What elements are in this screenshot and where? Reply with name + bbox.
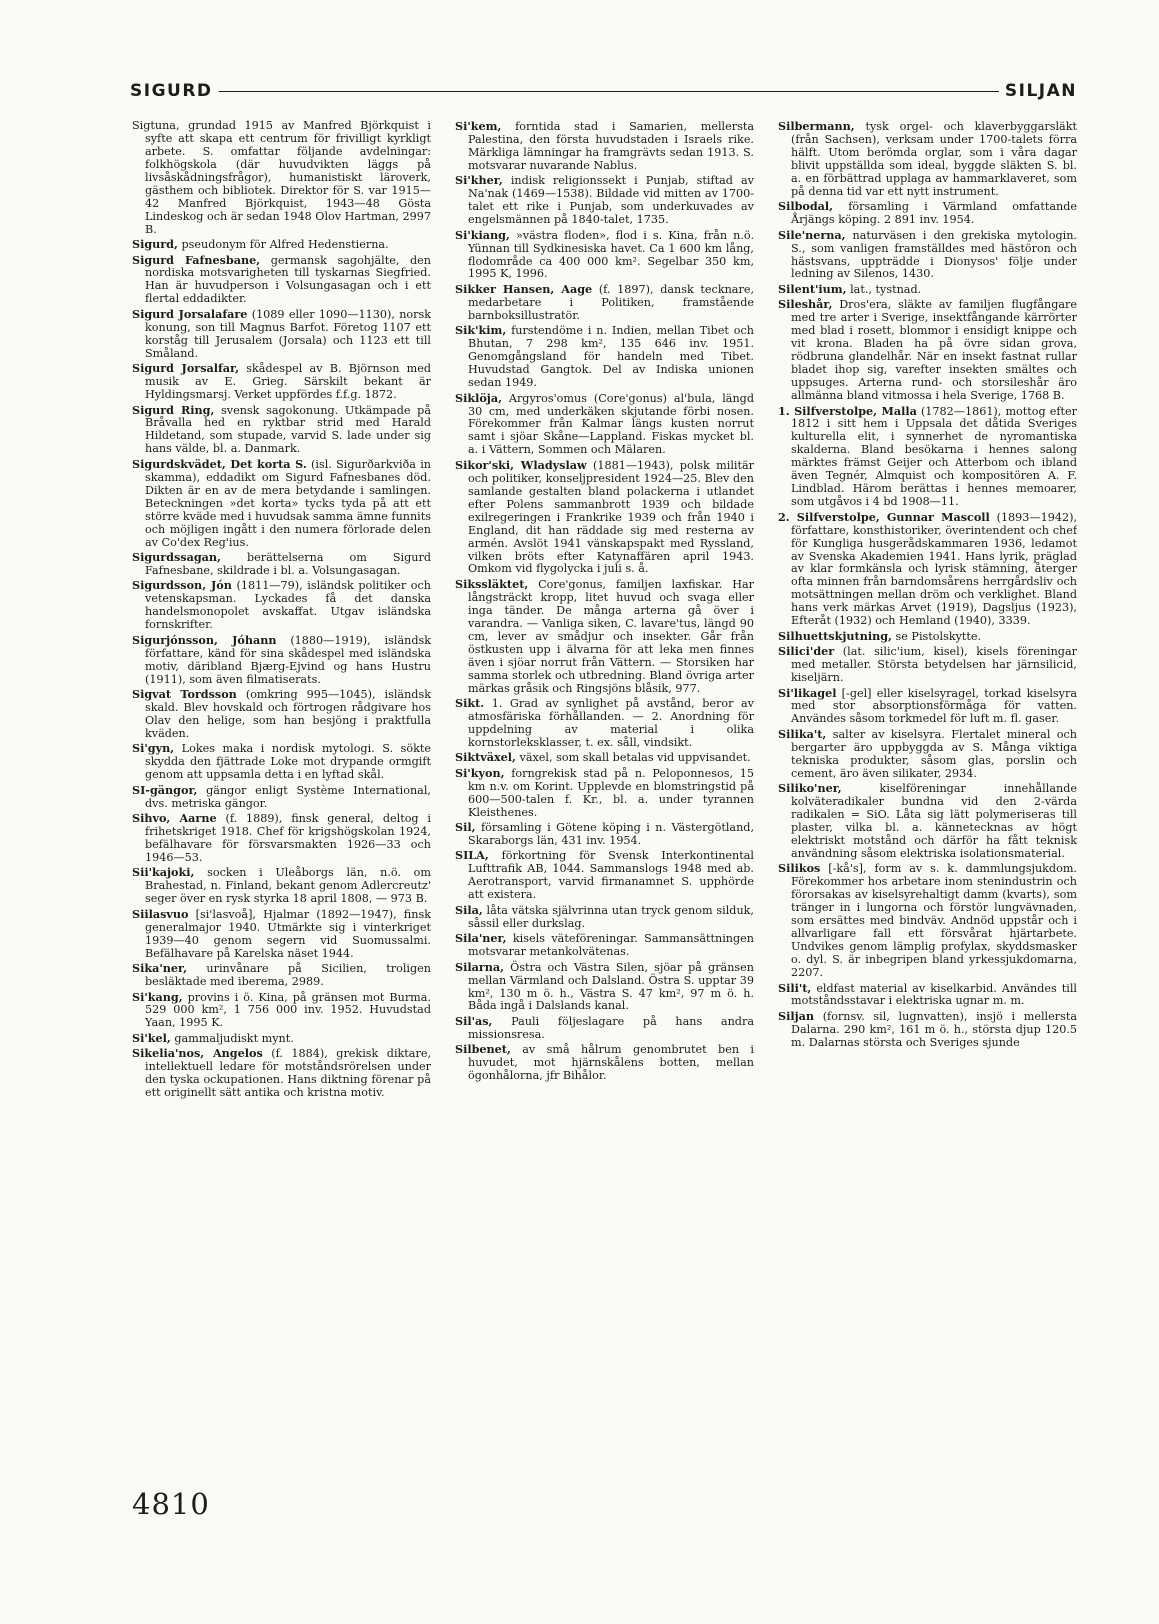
column-3 xyxy=(778,120,1077,1465)
dictionary-entry xyxy=(455,932,754,959)
entry-text: (f. 1889), finsk general, deltog i frihetskriget 1918. Chef för krigshögskolan 1924, befälhavare för försvarsmakten 1926—33 och 1946—53. xyxy=(145,812,431,864)
dictionary-entry xyxy=(455,120,754,173)
entry-text: (1880—1919), isländsk författare, känd för sina skådespel med isländska motiv, däribland Bjærg-Ejvind og hans Hustru (1911), som även filmatiserats. xyxy=(145,633,431,686)
entry-headword: SI-gängor, xyxy=(132,782,198,797)
entry-headword: Sila, xyxy=(455,902,483,917)
dictionary-entry xyxy=(132,458,431,550)
entry-headword: Sigurdssagan, xyxy=(132,550,221,564)
dictionary-entry xyxy=(132,579,431,632)
entry-headword: Silbermann, xyxy=(778,120,855,133)
guide-word-left: SIGURD xyxy=(130,81,213,101)
entry-headword: Sil, xyxy=(455,820,476,835)
dictionary-entry xyxy=(132,362,431,402)
entry-headword: Si'kyon, xyxy=(455,765,505,780)
dictionary-entry xyxy=(778,982,1077,1009)
dictionary-entry xyxy=(778,1010,1077,1050)
entry-headword: Sigurd Ring, xyxy=(132,402,215,417)
dictionary-entry xyxy=(132,254,431,307)
entry-headword: Sigurd Jorsalfar, xyxy=(132,361,240,376)
dictionary-entry xyxy=(132,1047,431,1100)
entry-headword: Sika'ner, xyxy=(132,961,187,976)
entry-text: (omkring 995—1045), isländsk skald. Blev hovskald och förtrogen rådgivare hos Olav den helige, som han besjöng i praktfulla kväden. xyxy=(145,688,431,740)
entry-text: berättelserna om Sigurd Fafnesbane, skildrade i bl. a. Volsungasagan. xyxy=(145,551,431,577)
dictionary-entry xyxy=(455,392,754,458)
entry-headword: SILA, xyxy=(455,848,489,863)
entry-headword: 1. Silfverstolpe, Malla xyxy=(778,403,917,418)
entry-text: tysk orgel- och klaverbyggarsläkt (från Sachsen), verksam under 1700-talets förra hälft. Utom berömda orglar, som i våra dagar blivit uppställda som ideal, byggde släkten S. bl. a. en förbättrad upplaga av hammarklaveret, som på denna tid var ett nytt instrument. xyxy=(791,120,1077,198)
dictionary-entry xyxy=(132,908,431,961)
entry-text: Pauli följeslagare på hans andra missionsresa. xyxy=(468,1014,754,1041)
page-number: 4810 xyxy=(132,1487,210,1521)
dictionary-entry xyxy=(132,634,431,687)
dictionary-entry xyxy=(455,821,754,848)
entry-text: lat., tystnad. xyxy=(850,282,922,296)
entry-headword: Si'kem, xyxy=(455,120,502,133)
dictionary-entry xyxy=(778,728,1077,781)
column-1 xyxy=(132,120,431,1465)
dictionary-entry xyxy=(778,645,1077,685)
entry-headword: Si'likagel xyxy=(778,685,837,700)
entry-headword: Silici'der xyxy=(778,644,835,659)
entry-text: provins i ö. Kina, på gränsen mot Burma. 529 000 km², 1 756 000 inv. 1952. Huvudstad Yaan, 1995 K. xyxy=(145,990,431,1030)
dictionary-entry xyxy=(455,324,754,390)
entry-text: forntida stad i Samarien, mellersta Palestina, den första huvudstaden i Israels rike. Märkliga lämningar ha framgrävts sedan 1913. S. motsvarar nuvarande Nablus. xyxy=(468,120,754,172)
entry-headword: Siilasvuo xyxy=(132,906,189,921)
dictionary-entry xyxy=(132,308,431,361)
entry-headword: Silikos xyxy=(778,861,821,876)
entry-text: skådespel av B. Björnson med musik av E. Grieg. Särskilt bekant är Hyldingsmarsj. Verket uppfördes f.f.g. 1872. xyxy=(145,362,431,402)
entry-text: svensk sagokonung. Utkämpade på Bråvalla hed en ryktbar strid med Harald Hildetand, som stupade, varvid S. lade under sig hans välde, bl. a. Danmark. xyxy=(145,403,431,456)
dictionary-entry xyxy=(778,630,1077,644)
entry-text: (1089 eller 1090—1130), norsk konung, son till Magnus Barfot. Företog 1107 ett korståg till Jerusalem (Jorsala) och 1123 ett till Småland. xyxy=(145,307,431,360)
entry-text: (f. 1897), dansk tecknare, medarbetare i Politiken, framstående barnboksillustratör. xyxy=(468,282,754,322)
dictionary-entry xyxy=(132,991,431,1031)
entry-headword: Sigurd, xyxy=(132,237,178,252)
entry-text: låta vätska självrinna utan tryck genom silduk, såssil eller durkslag. xyxy=(468,903,754,930)
dictionary-entry xyxy=(132,812,431,865)
dictionary-entry xyxy=(455,174,754,227)
dictionary-entry xyxy=(455,459,754,577)
dictionary-entry xyxy=(455,904,754,931)
entry-text: socken i Uleåborgs län, n.ö. om Brahestad, n. Finland, bekant genom Adlercreutz' seger över en rysk styrka 18 april 1808, — 973 B. xyxy=(145,866,431,906)
entry-text: (1811—79), isländsk politiker och vetenskapsman. Lyckades få det danska handelsmonopolet avskaffat. Utgav isländska fornskrifter. xyxy=(145,579,431,632)
entry-text: [-kå's], form av s. k. dammlungsjukdom. Förekommer hos arbetare inom stenindustrin och förorsakas av kiselsyrehaltigt damm (kvarts), som tränger in i lungorna och förstör lungvävnaden, som ersättes med bindväv. Andnöd uppstår och i allvarligare fall ett försvårat hjärtarbete. Undvikes genom lämplig profylax, skyddsmasker o. dyl. S. är inbegripen bland yrkessjukdomarna, 2207. xyxy=(791,862,1077,980)
entry-text: av små hålrum genombrutet ben i huvudet, mot hjärnskålens botten, mellan ögonhålorna, jfr Bihålor. xyxy=(468,1043,754,1083)
entry-text: »västra floden», flod i s. Kina, från n.ö. Yünnan till Sydkinesiska havet. Ca 1 600 km lång, flodområde ca 400 000 km². Segelbar 350 km, 1995 K, 1996. xyxy=(468,228,754,281)
entry-headword: Sikelia'nos, Angelos xyxy=(132,1046,263,1061)
entry-text: [-gel] eller kiselsyragel, torkad kiselsyra med stor absorptionsförmåga för vatten. Användes såsom torkmedel för luft m. fl. gaser. xyxy=(791,686,1077,726)
dictionary-entry xyxy=(778,782,1077,861)
entry-text: församling i Värmland omfattande Årjängs köping. 2 891 inv. 1954. xyxy=(791,200,1077,227)
entry-text: växel, som skall betalas vid uppvisandet. xyxy=(519,751,751,765)
header-rule xyxy=(219,91,999,92)
dictionary-entry xyxy=(132,784,431,811)
entry-text: 1. Grad av synlighet på avstånd, beror av atmosfäriska förhållanden. — 2. Anordning för uppdelning av material i olika kornstorleksklasser, t. ex. såll, vindsikt. xyxy=(468,696,754,749)
entry-headword: Sigurdsson, Jón xyxy=(132,578,232,593)
dictionary-entry xyxy=(455,1043,754,1083)
entry-headword: Sigurd Fafnesbane, xyxy=(132,252,261,267)
entry-text: Dros'era, släkte av familjen flugfångare med tre arter i Sverige, insektfångande kärrörter med blad i rosett, blommor i ensidigt knippe och vit krona. Bladen ha på övre sidan grova, rödbruna glandelhår. När en insekt fastnat rullar bladet ihop sig, varefter insekten smältes och uppsuges. Arterna rund- och storsileshår äro allmänna bland vitmossa i hela Sverige, 1768 B. xyxy=(791,298,1077,403)
entry-text: (1881—1943), polsk militär och politiker, konseljpresident 1924—25. Blev den samlande gestalten bland polackerna i utlandet efter Polens sammanbrott 1939 och bildade exilregeringen i Frankrike 1939 och från 1940 i England, dit han räddade sig med resterna av armén. Avslöt 1941 vänskapspakt med Ryssland, vilken bröts efter Katynaffären april 1943. Omkom vid flygolycka i juli s. å. xyxy=(468,458,754,576)
dictionary-entry xyxy=(778,687,1077,727)
entry-headword: Sik'kim, xyxy=(455,323,507,338)
entry-text: naturväsen i den grekiska mytologin. S., som vanligen framställdes med hästöron och hästsvans, uppträdde i Dionysos' följe under ledning av Silenos, 1430. xyxy=(791,228,1077,281)
entry-headword: Sii'kajoki, xyxy=(132,865,195,880)
entry-headword: 2. Silfverstolpe, Gunnar Mascoll xyxy=(778,509,990,524)
dictionary-entry xyxy=(132,688,431,741)
entry-text: kisels väteföreningar. Sammansättningen motsvarar metankolvätenas. xyxy=(468,932,754,959)
entry-headword: Sileshår, xyxy=(778,297,833,312)
dictionary-entry xyxy=(132,120,431,237)
entry-headword: Silent'ium, xyxy=(778,281,847,296)
dictionary-entry xyxy=(455,283,754,323)
entry-text: salter av kiselsyra. Flertalet mineral och bergarter äro uppbyggda av S. Många viktiga tekniska produkter, såsom glas, porslin och cement, äro även silikater, 2934. xyxy=(791,727,1077,780)
entry-headword: Silbodal, xyxy=(778,199,834,214)
entry-text: Core'gonus, familjen laxfiskar. Har långsträckt kropp, litet huvud och svaga eller inga tänder. De många arterna gå över i varandra. — Vanliga siken, C. lavare'tus, längd 90 cm, lever av smådjur och insekter. Går från östkusten upp i älvarna för att leka men finnes även i sjöar norrut från Vättern. — Storsiken har samma storlek och utbredning. Bland övriga arter märkas gråsik och Ringsjöns blåsik, 977. xyxy=(468,577,754,695)
dictionary-entry xyxy=(778,229,1077,282)
dictionary-entry xyxy=(778,200,1077,227)
entry-headword: Silarna, xyxy=(455,959,504,974)
dictionary-entry xyxy=(455,849,754,902)
entry-text: Argyros'omus (Core'gonus) al'bula, längd 30 cm, med underkäken skjutande förbi nosen. Förekommer från Kalmar längs kusten norrut samt i sjöar Skåne—Lappland. Fiskas mycket bl. a. i Vättern, Sommen och Mälaren. xyxy=(468,391,754,457)
dictionary-entry xyxy=(778,511,1077,629)
entry-text: gammaljudiskt mynt. xyxy=(174,1031,294,1045)
entry-headword: Sile'nerna, xyxy=(778,227,846,242)
dictionary-entry xyxy=(132,1032,431,1046)
entry-headword: Sigurd Jorsalafare xyxy=(132,306,248,321)
entry-text: urinvånare på Sicilien, troligen besläktade med iberema, 2989. xyxy=(145,962,431,989)
entry-text: eldfast material av kiselkarbid. Användes till motståndsstavar i elektriska ugnar m. m. xyxy=(791,981,1077,1008)
entry-text: forngrekisk stad på n. Peloponnesos, 15 km n.v. om Korint. Upplevde en blomstringstid på 600—500-talen f. Kr., bl. a. under tyrannen Kleisthenes. xyxy=(468,766,754,819)
entry-text: förkortning för Svensk Interkontinental Lufttrafik AB, 1044. Sammanslogs 1948 med ab. Aerotransport, varvid firmanamnet S. upphörde att existera. xyxy=(468,849,754,902)
dictionary-entry xyxy=(778,298,1077,403)
dictionary-entry xyxy=(132,866,431,906)
entry-text: (lat. silic'ium, kisel), kisels föreningar med metaller. Största betydelsen har järnsilicid, kiseljärn. xyxy=(791,645,1077,685)
entry-text: kiselföreningar innehållande kolväteradikaler bundna vid den 2-värda radikalen = SiO. Låta sig lätt polymeriseras till plaster, vilka bl. a. kännetecknas av högt elektriskt motstånd och därför ha fått teknisk användning såsom elektriska isolationsmaterial. xyxy=(791,782,1077,860)
entry-headword: Silbenet, xyxy=(455,1042,511,1057)
entry-text: se Pistolskytte. xyxy=(895,629,982,643)
dictionary-entry xyxy=(455,697,754,750)
entry-headword: Siljan xyxy=(778,1008,815,1023)
entry-headword: Si'kher, xyxy=(455,173,503,188)
entry-headword: Sigurjónsson, Jóhann xyxy=(132,632,277,647)
entry-headword: Si'kel, xyxy=(132,1030,171,1045)
dictionary-entry xyxy=(132,962,431,989)
dictionary-entry xyxy=(132,742,431,782)
entry-text: Östra och Västra Silen, sjöar på gränsen mellan Värmland och Dalsland. Östra S. upptar 39 km², 130 m ö. h., Västra S. 47 km², 97 m ö. h. Båda ingå i Dalslands kanal. xyxy=(468,960,754,1013)
entry-headword: Si'gyn, xyxy=(132,741,175,756)
dictionary-entry xyxy=(778,283,1077,297)
page-header xyxy=(130,78,1077,104)
dictionary-entry xyxy=(455,767,754,820)
entry-headword: Sili't, xyxy=(778,980,812,995)
entry-headword: Sikor'ski, Wladyslaw xyxy=(455,457,587,472)
entry-text: (1782—1861), mottog efter 1812 i sitt hem i Uppsala det dåtida Sveriges kulturella elit, i synnerhet de nyromantiska skalderna. Bland besökarna i hennes salong märktes främst Geijer och Atterbom och ibland även Tegnér, Almquist och kompositören A. F. Lindblad. Härom berättas i hennes memoarer, som utgåvos i 4 bd 1908—11. xyxy=(791,404,1077,509)
entry-headword: Sikssläktet, xyxy=(455,576,529,591)
dictionary-entry xyxy=(778,120,1077,199)
entry-headword: Siktväxel, xyxy=(455,750,516,765)
entry-headword: Siklöja, xyxy=(455,390,502,405)
entry-text: gängor enligt Système International, dvs. metriska gängor. xyxy=(145,783,431,810)
dictionary-entry xyxy=(455,578,754,696)
entry-text: pseudonym för Alfred Hedenstierna. xyxy=(181,238,389,252)
entry-text: (1893—1942), författare, konsthistoriker, överintendent och chef för Kungliga husgerådskammaren 1936, ledamot av Svenska Akademien 1941. Hans lyrik, präglad av klar formkänsla och lyrisk stämning, återger ofta minnen från barndomsårens herrgårdsliv och motsättningen mellan dröm och verklighet. Bland hans verk märkas Arvet (1919), Dagsljus (1923), Efteråt (1932) och Hemland (1940), 3339. xyxy=(791,510,1077,628)
entry-text: (f. 1884), grekisk diktare, intellektuell ledare för motståndsrörelsen under den tyska ockupationen. Hans diktning förenar på ett originellt sätt antika och kristna motiv. xyxy=(145,1047,431,1100)
column-2 xyxy=(455,120,754,1465)
dictionary-entry xyxy=(132,551,431,578)
entry-text: furstendöme i n. Indien, mellan Tibet och Bhutan, 7 298 km², 135 646 inv. 1951. Genomgångsland för handeln med Tibet. Huvudstad Gangtok. Del av Indiska unionen sedan 1949. xyxy=(468,324,754,390)
entry-headword: Sikt. xyxy=(455,695,485,710)
entry-text: germansk sagohjälte, den nordiska motsvarigheten till tyskarnas Siegfried. Han är huvudperson i Volsungasagan och i ett flertal eddadikter. xyxy=(145,253,431,306)
entry-text: (isl. Sigurðarkviða in skamma), eddadikt om Sigurd Fafnesbanes död. Dikten är en av de mera betydande i samlingen. Beteckningen »det korta» tycks tyda på att ett större kväde med i huvudsak samma ämne funnits och möjligen ingått i den numera förlorade delen av Co'dex Reg'ius. xyxy=(145,457,431,549)
dictionary-entry xyxy=(455,961,754,1014)
entry-headword: Sil'as, xyxy=(455,1013,493,1028)
dictionary-entry xyxy=(132,238,431,252)
entry-headword: Sihvo, Aarne xyxy=(132,811,217,826)
dictionary-entry xyxy=(132,404,431,457)
entry-headword: Si'kiang, xyxy=(455,227,510,242)
dictionary-entry xyxy=(778,405,1077,510)
text-columns xyxy=(132,120,1077,1465)
entry-headword: Siliko'ner, xyxy=(778,781,842,796)
dictionary-entry xyxy=(455,229,754,282)
guide-word-right: SILJAN xyxy=(1004,81,1077,101)
entry-headword: Sila'ner, xyxy=(455,931,507,946)
dictionary-entry xyxy=(778,862,1077,980)
entry-text: församling i Götene köping i n. Västergötland, Skaraborgs län, 431 inv. 1954. xyxy=(468,821,754,848)
entry-text: indisk religionssekt i Punjab, stiftad av Na'nak (1469—1538). Bildade vid mitten av 1700-talet ett rike i Punjab, som underkuvades av engelsmännen på 1840-talet, 1735. xyxy=(468,174,754,227)
dictionary-entry xyxy=(455,1015,754,1042)
entry-headword: Sigvat Tordsson xyxy=(132,687,237,702)
dictionary-entry xyxy=(455,751,754,765)
entry-text: Lokes maka i nordisk mytologi. S. sökte skydda den fjättrade Loke mot drypande ormgift genom att uppsamla detta i en lyftad skål. xyxy=(145,742,431,782)
entry-headword: Sikker Hansen, Aage xyxy=(455,281,593,296)
entry-text: (fornsv. sil, lugnvatten), insjö i mellersta Dalarna. 290 km², 161 m ö. h., största djup 120.5 m. Dalarnas största och Sveriges sjunde xyxy=(791,1009,1077,1049)
entry-headword: Silika't, xyxy=(778,726,827,741)
entry-text: Sigtuna, grundad 1915 av Manfred Björkquist i syfte att skapa ett centrum för frivilligt kyrkligt arbete. S. omfattar följande avdelningar: folkhögskola (där huvudvikten läggs på livsåskådningsfrågor), humanistiskt läroverk, gästhem och bibliotek. Direktor för S. var 1915—42 Manfred Björkquist, 1943—48 Gösta Lindeskog och är sedan 1948 Olov Hartman, 2997 B. xyxy=(132,120,431,236)
entry-headword: Si'kang, xyxy=(132,989,183,1004)
entry-text: [si'lasvoå], Hjalmar (1892—1947), finsk generalmajor 1940. Utmärkte sig i vinterkriget 1939—40 genom segern vid Suomussalmi. Befälhavare på Karelska näset 1944. xyxy=(145,907,431,960)
entry-headword: Silhuettskjutning, xyxy=(778,628,892,643)
entry-headword: Sigurdskvädet, Det korta S. xyxy=(132,456,307,471)
